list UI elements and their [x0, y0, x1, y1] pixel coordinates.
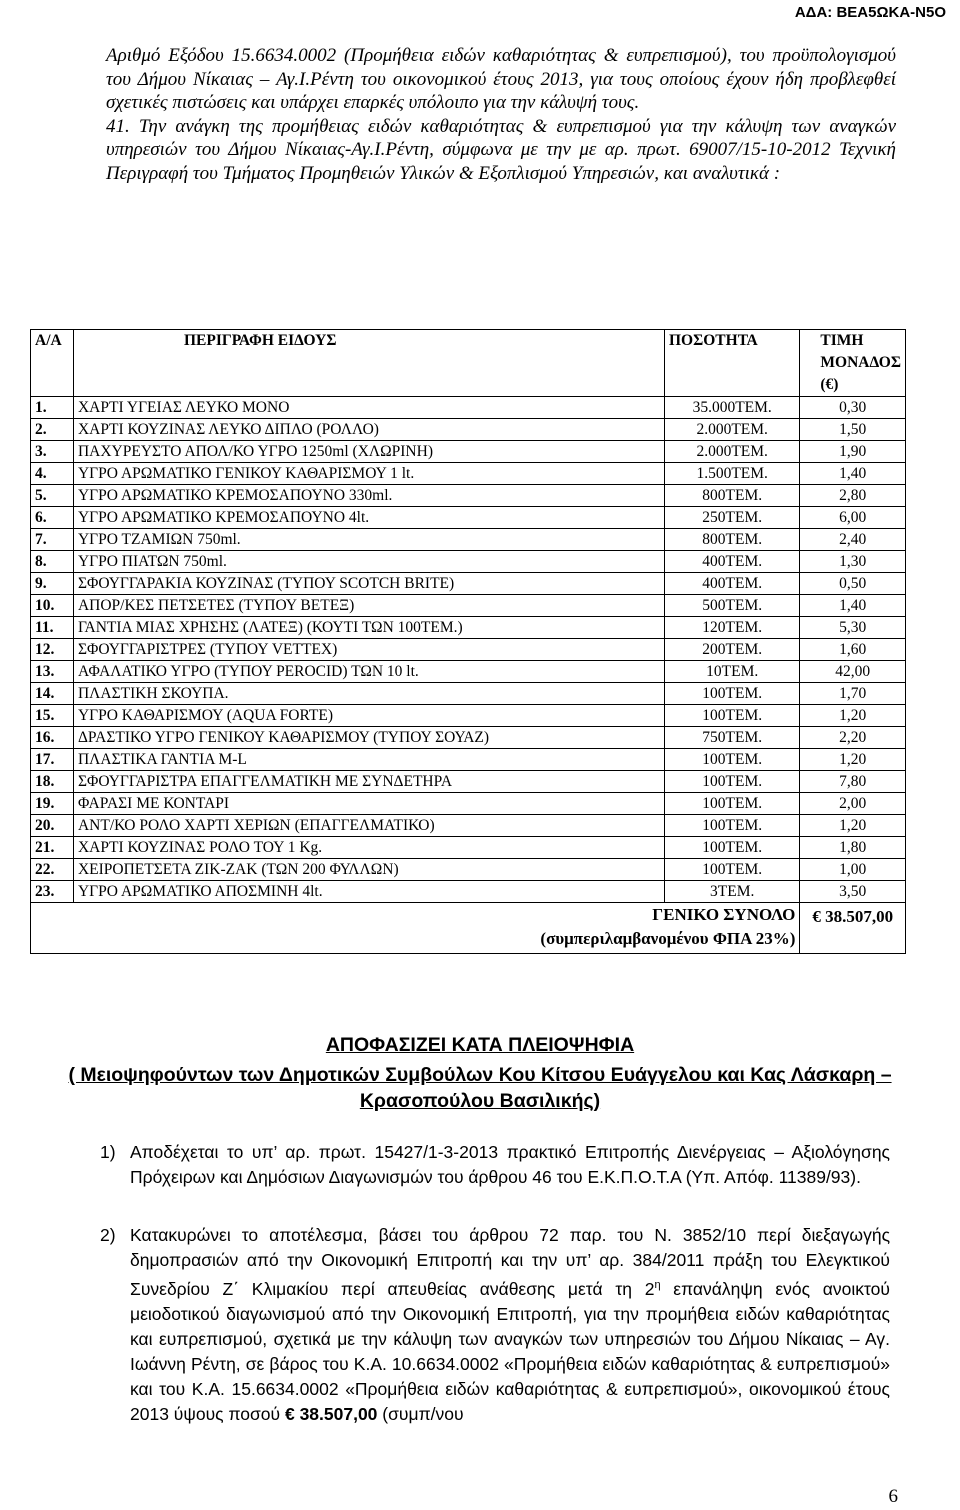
row-unit-price: 2,80	[800, 485, 906, 507]
row-quantity: 100ΤΕΜ.	[665, 793, 800, 815]
row-quantity: 100ΤΕΜ.	[665, 705, 800, 727]
point-1-text: Αποδέχεται το υπ’ αρ. πρωτ. 15427/1-3-2013 πρακτικό Επιτροπής Διενέργειας – Αξιολόγησης Πρόχειρων και Δημόσιων Διαγωνισμών του άρθρου 46 του Ε.Κ.Π.Ο.Τ.Α (Υπ. Απόφ. 11389/93).	[130, 1142, 890, 1187]
row-unit-price: 1,00	[800, 859, 906, 881]
table-row	[31, 397, 906, 419]
row-quantity: 100ΤΕΜ.	[665, 837, 800, 859]
row-number: 17.	[31, 749, 74, 771]
row-number: 21.	[31, 837, 74, 859]
row-quantity: 35.000ΤΕΜ.	[665, 397, 800, 419]
row-description: ΣΦΟΥΓΓΑΡΑΚΙΑ ΚΟΥΖΙΝΑΣ (ΤΥΠΟΥ SCOTCH BRITE)	[73, 573, 664, 595]
row-quantity: 750ΤΕΜ.	[665, 727, 800, 749]
row-unit-price: 1,40	[800, 463, 906, 485]
row-number: 20.	[31, 815, 74, 837]
row-description: ΠΛΑΣΤΙΚΗ ΣΚΟΥΠΑ.	[73, 683, 664, 705]
row-unit-price: 42,00	[800, 661, 906, 683]
row-quantity: 100ΤΕΜ.	[665, 749, 800, 771]
table-row	[31, 859, 906, 881]
row-number: 8.	[31, 551, 74, 573]
row-number: 7.	[31, 529, 74, 551]
table-row	[31, 507, 906, 529]
table-row	[31, 881, 906, 903]
row-description: ΔΡΑΣΤΙΚΟ ΥΓΡΟ ΓΕΝΙΚΟΥ ΚΑΘΑΡΙΣΜΟΥ (ΤΥΠΟΥ ΣΟΥΑΖ)	[73, 727, 664, 749]
row-description: ΥΓΡΟ ΑΡΩΜΑΤΙΚΟ ΚΡΕΜΟΣΑΠΟΥΝΟ 4lt.	[73, 507, 664, 529]
row-number: 22.	[31, 859, 74, 881]
total-label-1: ΓΕΝΙΚΟ ΣΥΝΟΛΟ	[652, 905, 796, 924]
row-unit-price: 1,70	[800, 683, 906, 705]
row-unit-price: 1,50	[800, 419, 906, 441]
row-quantity: 120ΤΕΜ.	[665, 617, 800, 639]
row-description: ΧΕΙΡΟΠΕΤΣΕΤΑ ΖΙΚ-ΖΑΚ (ΤΩΝ 200 ΦΥΛΛΩΝ)	[73, 859, 664, 881]
row-description: ΑΦΑΛΑΤΙΚΟ ΥΓΡΟ (ΤΥΠΟΥ PEROCID) ΤΩΝ 10 lt.	[73, 661, 664, 683]
row-unit-price: 3,50	[800, 881, 906, 903]
row-description: ΧΑΡΤΙ ΚΟΥΖΙΝΑΣ ΛΕΥΚΟ ΔΙΠΛΟ (ΡΟΛΛΟ)	[73, 419, 664, 441]
row-quantity: 2.000ΤΕΜ.	[665, 419, 800, 441]
row-number: 19.	[31, 793, 74, 815]
table-row	[31, 771, 906, 793]
point-2-amount: € 38.507,00	[284, 1403, 378, 1424]
point-2-number: 2)	[100, 1225, 116, 1245]
table-row	[31, 727, 906, 749]
total-label	[73, 903, 799, 954]
intro-text	[106, 44, 896, 185]
row-number: 9.	[31, 573, 74, 595]
row-unit-price: 1,30	[800, 551, 906, 573]
decision-points	[100, 1140, 890, 1427]
intro-paragraph-1: Αριθμό Εξόδου 15.6634.0002 (Προμήθεια ειδών καθαριότητας & ευπρεπισμού), του προϋπολογισμού του Δήμου Νίκαιας – Αγ.Ι.Ρέντη του οικονομικού έτους 2013, για τους οποίους έχουν ήδη προβλεφθεί σχετικές πιστώσεις και υπάρχει επαρκές υπόλοιπο για την κάλυψή τους.	[106, 45, 896, 113]
row-quantity: 100ΤΕΜ.	[665, 815, 800, 837]
row-quantity: 100ΤΕΜ.	[665, 683, 800, 705]
point-2-text-c: (συμπ/νου	[377, 1403, 464, 1424]
table-row	[31, 419, 906, 441]
row-number: 15.	[31, 705, 74, 727]
row-quantity: 400ΤΕΜ.	[665, 573, 800, 595]
table-row	[31, 749, 906, 771]
table-row	[31, 639, 906, 661]
table-row	[31, 441, 906, 463]
table-row	[31, 463, 906, 485]
row-quantity: 100ΤΕΜ.	[665, 859, 800, 881]
table-row	[31, 683, 906, 705]
row-unit-price: 2,00	[800, 793, 906, 815]
ada-code: ΑΔΑ: ΒΕΑ5ΩΚΑ-Ν5Ο	[794, 4, 946, 21]
row-quantity: 800ΤΕΜ.	[665, 485, 800, 507]
decision-block	[60, 1032, 900, 1114]
row-number: 16.	[31, 727, 74, 749]
row-description: ΧΑΡΤΙ ΚΟΥΖΙΝΑΣ ΡΟΛΟ ΤΟΥ 1 Kg.	[73, 837, 664, 859]
row-number: 18.	[31, 771, 74, 793]
row-description: ΣΦΟΥΓΓΑΡΙΣΤΡΕΣ (ΤΥΠΟΥ VETTEX)	[73, 639, 664, 661]
row-description: ΥΓΡΟ ΑΡΩΜΑΤΙΚΟ ΓΕΝΙΚΟΥ ΚΑΘΑΡΙΣΜΟΥ 1 lt.	[73, 463, 664, 485]
row-unit-price: 1,40	[800, 595, 906, 617]
row-unit-price: 0,30	[800, 397, 906, 419]
point-1-number: 1)	[100, 1142, 116, 1162]
table-row	[31, 573, 906, 595]
header-unit-price: ΤΙΜΗ ΜΟΝΑΔΟΣ (€)	[800, 330, 906, 397]
total-blank	[31, 903, 74, 954]
row-description: ΥΓΡΟ ΠΙΑΤΩΝ 750ml.	[73, 551, 664, 573]
total-label-2: (συμπεριλαμβανομένου ΦΠΑ 23%)	[540, 929, 796, 948]
row-unit-price: 1,20	[800, 815, 906, 837]
table-row	[31, 617, 906, 639]
row-description: ΑΠΟΡ/ΚΕΣ ΠΕΤΣΕΤΕΣ (ΤΥΠΟΥ ΒΕΤΕΞ)	[73, 595, 664, 617]
total-row	[31, 903, 906, 954]
row-quantity: 2.000ΤΕΜ.	[665, 441, 800, 463]
table-row	[31, 595, 906, 617]
row-description: ΧΑΡΤΙ ΥΓΕΙΑΣ ΛΕΥΚΟ ΜΟΝΟ	[73, 397, 664, 419]
row-number: 12.	[31, 639, 74, 661]
total-value-cell	[800, 903, 906, 954]
row-description: ΦΑΡΑΣΙ ΜΕ ΚΟΝΤΑΡΙ	[73, 793, 664, 815]
row-number: 2.	[31, 419, 74, 441]
row-number: 4.	[31, 463, 74, 485]
row-number: 14.	[31, 683, 74, 705]
row-unit-price: 1,80	[800, 837, 906, 859]
point-2-text-b: επανάληψη ενός ανοικτού μειοδοτικού διαγωνισμού από την Οικονομική Επιτροπή, για την προμήθεια ειδών καθαριότητας και ευπρεπισμού, σχετικά με την κάλυψη των αναγκών των υπηρεσιών του Δήμου Νίκαιας – Αγ. Ιωάννη Ρέντη, σε βάρος του Κ.Α. 10.6634.0002 «Προμήθεια ειδών καθαριότητας & ευπρεπισμού» και του Κ.Α. 15.6634.0002 «Προμήθεια ειδών καθαριότητας & ευπρεπισμού», οικονομικού έτους 2013 ύψους ποσού	[130, 1278, 890, 1424]
row-number: 10.	[31, 595, 74, 617]
table-row	[31, 529, 906, 551]
row-number: 11.	[31, 617, 74, 639]
row-description: ΥΓΡΟ ΑΡΩΜΑΤΙΚΟ ΚΡΕΜΟΣΑΠΟΥΝΟ 330ml.	[73, 485, 664, 507]
table-row	[31, 551, 906, 573]
row-quantity: 400ΤΕΜ.	[665, 551, 800, 573]
row-description: ΥΓΡΟ ΤΖΑΜΙΩΝ 750ml.	[73, 529, 664, 551]
table-header-row	[31, 330, 906, 397]
row-quantity: 200ΤΕΜ.	[665, 639, 800, 661]
point-2-superscript: η	[654, 1279, 661, 1291]
row-number: 5.	[31, 485, 74, 507]
row-unit-price: 5,30	[800, 617, 906, 639]
table-row	[31, 705, 906, 727]
row-unit-price: 1,60	[800, 639, 906, 661]
table-row	[31, 815, 906, 837]
row-unit-price: 7,80	[800, 771, 906, 793]
point-1	[100, 1140, 890, 1190]
row-quantity: 1.500ΤΕΜ.	[665, 463, 800, 485]
row-quantity: 500ΤΕΜ.	[665, 595, 800, 617]
row-quantity: 100ΤΕΜ.	[665, 771, 800, 793]
row-unit-price: 0,50	[800, 573, 906, 595]
row-unit-price: 1,20	[800, 705, 906, 727]
row-quantity: 10ΤΕΜ.	[665, 661, 800, 683]
items-table	[30, 329, 906, 954]
row-description: ΥΓΡΟ ΚΑΘΑΡΙΣΜΟΥ (AQUA FORTE)	[73, 705, 664, 727]
row-quantity: 250ΤΕΜ.	[665, 507, 800, 529]
row-description: ΠΛΑΣΤΙΚΑ ΓΑΝΤΙΑ M-L	[73, 749, 664, 771]
header-description: ΠΕΡΙΓΡΑΦΗ ΕΙΔΟΥΣ	[73, 330, 664, 397]
page-number: 6	[888, 1486, 898, 1507]
row-number: 23.	[31, 881, 74, 903]
row-quantity: 3ΤΕΜ.	[665, 881, 800, 903]
row-description: ΓΑΝΤΙΑ ΜΙΑΣ ΧΡΗΣΗΣ (ΛΑΤΕΞ) (ΚΟΥΤΙ ΤΩΝ 100ΤΕΜ.)	[73, 617, 664, 639]
row-unit-price: 1,20	[800, 749, 906, 771]
table-row	[31, 793, 906, 815]
table-row	[31, 485, 906, 507]
intro-paragraph-2: 41. Την ανάγκη της προμήθειας ειδών καθαριότητας & ευπρεπισμού για την κάλυψη των αναγκών υπηρεσιών του Δήμου Νίκαιας-Αγ.Ι.Ρέντη, σύμφωνα με την με αρ. πρωτ. 69007/15-10-2012 Τεχνική Περιγραφή του Τμήματος Προμηθειών Υλικών & Εξοπλισμού Υπηρεσιών, και αναλυτικά :	[106, 115, 896, 184]
header-aa: Α/Α	[31, 330, 74, 397]
row-description: ΑΝΤ/ΚΟ ΡΟΛΟ ΧΑΡΤΙ ΧΕΡΙΩΝ (ΕΠΑΓΓΕΛΜΑΤΙΚΟ)	[73, 815, 664, 837]
row-unit-price: 2,20	[800, 727, 906, 749]
row-number: 3.	[31, 441, 74, 463]
table-row	[31, 837, 906, 859]
row-description: ΣΦΟΥΓΓΑΡΙΣΤΡΑ ΕΠΑΓΓΕΛΜΑΤΙΚΗ ΜΕ ΣΥΝΔΕΤΗΡΑ	[73, 771, 664, 793]
row-unit-price: 1,90	[800, 441, 906, 463]
header-quantity: ΠΟΣΟΤΗΤΑ	[665, 330, 800, 397]
row-number: 13.	[31, 661, 74, 683]
row-unit-price: 6,00	[800, 507, 906, 529]
row-number: 6.	[31, 507, 74, 529]
table-row	[31, 661, 906, 683]
row-description: ΥΓΡΟ ΑΡΩΜΑΤΙΚΟ ΑΠΟΣΜΙΝΗ 4lt.	[73, 881, 664, 903]
row-quantity: 800ΤΕΜ.	[665, 529, 800, 551]
row-description: ΠΑΧΥΡΕΥΣΤΟ ΑΠΟΛ/ΚΟ ΥΓΡΟ 1250ml (ΧΛΩΡΙΝΗ)	[73, 441, 664, 463]
total-value: € 38.507,00	[812, 907, 894, 926]
row-unit-price: 2,40	[800, 529, 906, 551]
point-2	[100, 1223, 890, 1427]
point-2-text-a: Κατακυρώνει το αποτέλεσμα, βάσει του άρθρου 72 παρ. του Ν. 3852/10 περί διεξαγωγής δημοπρασιών από την Οικονομική Επιτροπή και την υπ’ αρ. 384/2011 πράξη του Ελεγκτικού Συνεδρίου Ζ΄ Κλιμακίου περί απευθείας ανάθεσης μετά τη 2	[130, 1225, 890, 1299]
decision-subtitle: ( Μειοψηφούντων των Δημοτικών Συμβούλων Κου Κίτσου Ευάγγελου και Κας Λάσκαρη – Κρασοπούλου Βασιλικής)	[68, 1064, 892, 1112]
row-number: 1.	[31, 397, 74, 419]
decision-title: ΑΠΟΦΑΣΙΖΕΙ ΚΑΤΑ ΠΛΕΙΟΨΗΦΙΑ	[325, 1034, 635, 1056]
